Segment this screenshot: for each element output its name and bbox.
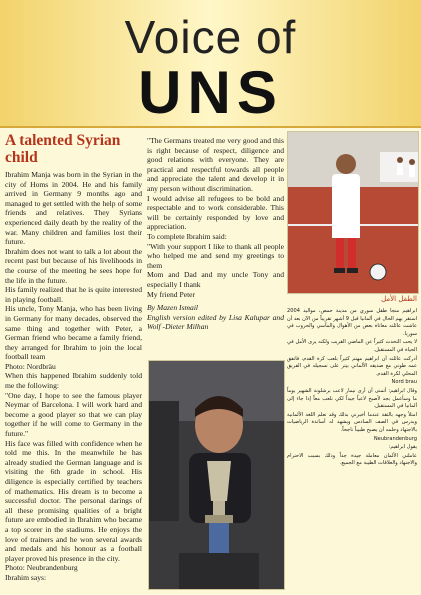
paragraph: Ibrahim does not want to talk a lot about the recent past but because of his livelihoods in the course of the meeting he sees hope for the life in the future. xyxy=(5,246,142,285)
masthead xyxy=(0,0,421,128)
paragraph: I would advise all refugees to be bold and respectable and to work considerable. This will be certainly responded by love and appreciation. xyxy=(147,193,284,232)
paragraph: Mom and Dad and my uncle Tony and especially I thank xyxy=(147,270,284,289)
paragraph: My friend Peter xyxy=(147,289,196,299)
photo-credit: Photo: Neubrandenburg xyxy=(5,563,78,573)
article-column-2 xyxy=(147,136,284,332)
quote: "With your support I like to thank all people who helped me and send my greetings to them xyxy=(147,241,284,270)
paragraph: To complete Ibrahim said: xyxy=(147,231,227,241)
editor-credit: English version edited by Lisa Kalupar and Wolf -Dieter Milhan xyxy=(147,312,284,332)
masthead-title-line1: Voice of xyxy=(124,11,297,63)
quote: "The Germans treated me very good and this is right because of respect, diligence and good relations with everyone. They are practical and respectful towards all people and appreciate the talent and develop it in any person without discrimination. xyxy=(147,136,284,193)
paragraph: يقول ابراهيم: xyxy=(388,444,417,451)
football-field-image xyxy=(288,132,418,293)
paragraph: His face was filled with confidence when he told me this. In the meanwhile he has already studied the German language and is visiting the 6th grade in school. His diligence is especially certified by teachers of mathematics. His dream is to become a successful doctor. The personal darings of all these promising qualities of a bright future are embodied in Ibrahim who became a top scorer in the stadiums. He enjoys the love of trainers and he won several awards and medals and his honour as a football player proved his presence in the city. xyxy=(5,438,142,563)
photo-boy-football-field xyxy=(287,131,419,294)
photo-caption-arabic: الطفل الأمل xyxy=(381,295,417,303)
paragraph: ابراهيم منجا طفل سوري من مدينة حمص، مواليد 2004 استقر بهم الحال في ألمانيا قبل 9 أشهر تقريباً من الآن بعد أن عاشت عائلته معاناة بعض من الأهوال والمآسي والحروب في سوريا. xyxy=(287,308,417,337)
author-byline: By Mazen Ismail xyxy=(147,303,199,313)
photo-boy-trophy xyxy=(148,360,285,590)
paragraph: Ibrahim Manja was born in the Syrian in the city of Homs in 2004. He and his family arrived in Germany 9 months ago and managed to get settled with the help of some friends and relatives. They Syrians experienced daily death by the reality of the war. Many children and families lost their future. xyxy=(5,170,142,247)
photo-credit: Photo: Nordbräu xyxy=(5,361,56,371)
paragraph: امتلأ وجهه بالثقة عندما أخبرني بذلك وقد تعلم اللغة الألمانية ويدرس في الصف السادس ويشهد له أساتذة الرياضيات بالاجتهاد وحلمه أن يصبح طبيباً ناجحاً. xyxy=(287,411,417,433)
paragraph: لا يحب التحدث كثيراً عن الماضي القريب ولكنه يرى الأمل في الحياة في المستقبل. xyxy=(287,339,417,353)
photo-credit: Nord brau xyxy=(391,379,417,386)
article-column-1 xyxy=(5,170,142,583)
quote: "One day, I hope to see the famous player Neymar of Barcelona. I will work hard and become a good player so that we can play together if he will come to Germany in the future." xyxy=(5,390,142,439)
photo-credit: Neubrandenburg xyxy=(373,435,417,442)
paragraph: His family realized that he is quite interested in playing football. xyxy=(5,285,142,304)
article-headline: A talented Syrian child xyxy=(5,132,121,166)
trophy-image xyxy=(149,361,284,589)
paragraph: When this happened Ibrahim suddenly told me the following: xyxy=(5,371,142,391)
masthead-title-line2: UNS xyxy=(138,59,283,126)
paragraph: His uncle, Tony Manja, who has been living in Germany for many decades, observed the same thing and together with Peter, a German friend who became a family friend, they arranged for Ibrahim to join the local football team xyxy=(5,304,142,362)
paragraph: وقال ابراهيم: أتمنى أن أرى نيمار لاعب برشلونة الشهير يوماً ما وسأعمل بجد لأصبح لاعباً جيداً لكي نلعب معاً إذا جاء إلى ألمانيا في المستقبل. xyxy=(287,387,417,410)
paragraph: أدركت عائلته أن ابراهيم مهتم كثيراً بلعب كرة القدم، فاتفق عمه طوني مع صديقه الألماني بيتر على تسجيله في الفريق المحلي لكرة القدم. xyxy=(287,355,417,377)
arabic-article xyxy=(287,308,417,469)
paragraph: Ibrahim says: xyxy=(5,572,47,582)
paragraph: عاملني الألمان معاملة جيدة جداً وذلك بسبب الاحترام والاجتهاد والعلاقات الطيبة مع الجميع. xyxy=(287,452,417,467)
